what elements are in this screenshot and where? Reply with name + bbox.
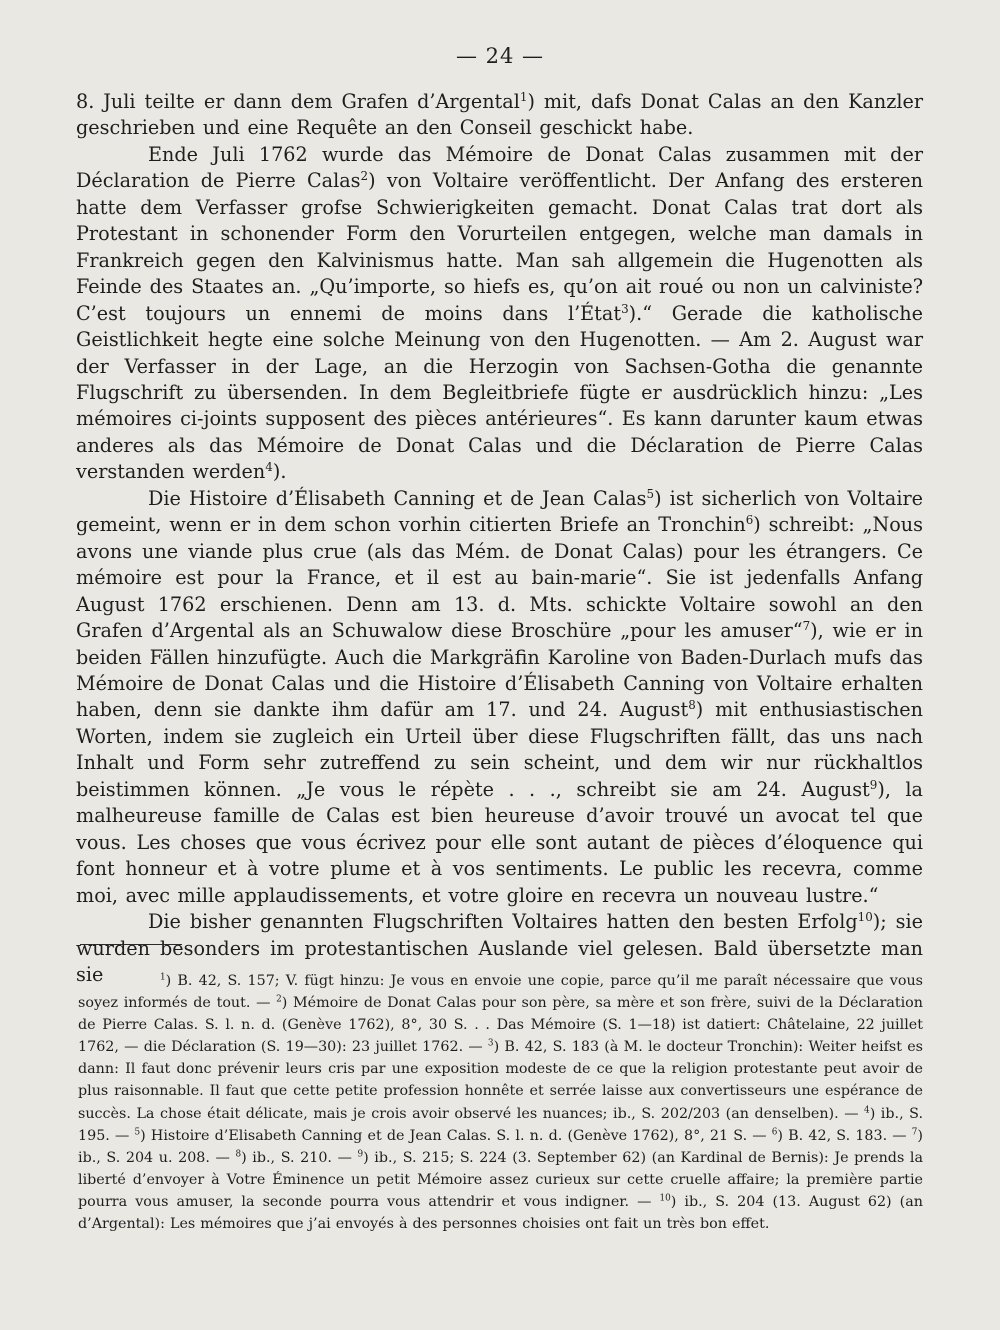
text-run: ) ib., S. 195. — — [78, 1105, 923, 1144]
footnote-marker: 1 — [160, 972, 166, 983]
footnote-marker: 3 — [621, 301, 629, 316]
text-run: ) mit enthusiastischen Worten, indem sie zugleich ein Urteil über diese Flugschriften fällt, das uns nach Inhalt und Form sehr zutreffend zu sein scheint, und dem wir nur rückhaltlos beistimmen können. „Je vous le répète . . ., schreibt sie am 24. August — [76, 698, 923, 801]
text-run: Die bisher genannten Flugschriften Voltaires hatten den besten Erfolg — [148, 910, 858, 934]
text-run: ).“ Gerade die katholische Geistlichkeit hegte eine solche Meinung von den Hugenotten. — Am 2. August war der Verfasser in der Lage, an die Herzogin von Sachsen-Gotha die genannte Flugschrift zu übersenden. In dem Begleitbriefe fügte er ausdrücklich hinzu: „Les mémoires ci-joints supposent des pièces antérieures“. Es kann darunter kaum etwas anderes als das Mémoire de Donat Calas und die Déclaration de Pierre Calas verstanden werden — [76, 301, 923, 484]
text-run: ) ist sicherlich von Voltaire gemeint, wenn er in dem schon vorhin citierten Briefe an Tronchin — [76, 486, 923, 537]
text-run: ) mit, dafs Donat Calas an den Kanzler geschrieben und eine Requête an den Conseil geschickt habe. — [76, 90, 923, 140]
footnote-marker: 1 — [519, 89, 528, 104]
page-number: — 24 — — [455, 44, 545, 68]
footnote-marker: 10 — [659, 1193, 671, 1204]
text-run: Ende Juli 1762 wurde das Mémoire de Donat Calas zusammen mit der Déclaration de Pierre Calas — [76, 142, 923, 193]
text-run: 8. Juli teilte er dann dem Grafen d’Argental — [76, 90, 520, 113]
text-run: ) Mémoire de Donat Calas pour son père, sa mère et son frère, suivi de la Déclaration de Pierre Calas. S. l. n. d. (Genève 1762), 8°, 30 S. . . Das Mémoire (S. 1—18) ist datiert: Châtelaine, 22 juillet 1762, — die Déclaration (S. 19—30): 23 juillet 1762. — — [78, 995, 923, 1056]
footnote-marker: 4 — [265, 460, 273, 475]
footnote-marker: 9 — [357, 1149, 364, 1160]
footnote-marker: 7 — [802, 618, 811, 633]
footnote-marker: 5 — [134, 1127, 141, 1138]
footnote-marker: 9 — [869, 777, 878, 792]
text-run: ) ib., S. 204 (13. August 62) (an d’Argental): Les mémoires que j’ai envoyés à des personnes choisies ont fait un très bon effet. — [78, 1193, 923, 1233]
footnote-marker: 10 — [857, 909, 873, 924]
text-run: ) ib., S. 210. — — [241, 1149, 358, 1166]
text-run: ); sie wurden besonders im protestantischen Auslande viel gelesen. Bald übersetzte man sie — [76, 910, 924, 986]
text-run: ) Histoire d’Elisabeth Canning et de Jean Calas. S. l. n. d. (Genève 1762), 8°, 21 S. — — [140, 1127, 772, 1144]
paragraph — [76, 89, 923, 142]
text-run: ), wie er in beiden Fällen hinzufügte. Auch die Markgräfin Karoline von Baden-Durlach mufs das Mémoire de Donat Calas und die Histoire d’Élisabeth Canning von Voltaire erhalten haben, denn sie dankte ihm dafür am 17. und 24. August — [76, 619, 923, 722]
footnote-marker: 2 — [360, 169, 369, 184]
text-run: ) von Voltaire veröffentlicht. Der Anfang des ersteren hatte dem Verfasser grofse Schwierigkeiten gemacht. Donat Calas trat dort als Protestant in schonender Form den Vorurteilen entgegen, welche man damals in Frankreich gegen den Kalvinismus hatte. Man sah allgemein die Hugenotten als Feinde des Staates an. „Qu’importe, so hiefs es, qu’on ait roué ou non un calviniste? C’est toujours un ennemi de moins dans l’État — [76, 169, 923, 325]
footnote-marker: 2 — [276, 994, 282, 1005]
footnote-marker: 6 — [745, 513, 754, 528]
text-run: ) schreibt: „Nous avons une viande plus crue (als das Mém. de Donat Calas) pour les étrangers. Ce mémoire est pour la France, et il est au bain-marie“. Sie ist jedenfalls Anfang August 1762 erschienen. Denn am 13. d. Mts. schickte Voltaire sowohl an den Grafen d’Argental als an Schuwalow diese Broschüre „pour les amuser“ — [76, 513, 923, 643]
footnote-marker: 4 — [864, 1105, 870, 1116]
footnote-marker: 5 — [646, 486, 655, 501]
text-run: ) ib., S. 215; S. 224 (3. September 62) (an Kardinal de Bernis): Je prends la liberté d’envoyer à Votre Éminence un petit Mémoire assez curieux sur cette cruelle affaire; la première partie pourra vous amuser, la seconde pourra vous attendrir et vous indigner. — — [78, 1149, 923, 1210]
footnotes — [78, 970, 923, 1235]
footnote-separator — [80, 944, 182, 945]
footnote-marker: 7 — [911, 1127, 918, 1138]
paragraph — [76, 142, 923, 486]
paragraph — [76, 486, 923, 909]
text-run: ) B. 42, S. 157; V. fügt hinzu: Je vous en envoie une copie, parce qu’il me paraît nécessaire que vous soyez informés de tout. — — [78, 973, 923, 1012]
main-text — [76, 89, 923, 988]
text-run: ) B. 42, S. 183. — — [777, 1127, 912, 1144]
footnote-marker: 8 — [688, 698, 696, 713]
text-run: Die Histoire d’Élisabeth Canning et de Jean Calas — [148, 486, 647, 510]
text-run: ), la malheureuse famille de Calas est bien heureuse d’avoir trouvé un avocat tel que vous. Les choses que vous écrivez pour elle sont autant de pièces d’éloquence qui font honneur et à votre plume et à vos sentiments. Le public les recevra, comme moi, avec mille applaudissements, et votre gloire en recevra un nouveau lustre.“ — [76, 777, 923, 907]
text-run: ). — [272, 460, 287, 484]
text-run: ) ib., S. 204 u. 208. — — [78, 1127, 923, 1166]
text-run: ) B. 42, S. 183 (à M. le docteur Tronchin): Weiter heifst es dann: Il faut donc prévenir leurs cris par une exposition modeste de ce que la religion protestante peut avoir de plus raisonnable. Il faut que cette petite profession honnête et serrée laisse aux convertisseurs une espérance de succès. La chose était délicate, mais je crois avoir observé les nuances; ib., S. 202/203 (an denselben). — — [78, 1039, 923, 1122]
footnote-marker: 8 — [235, 1149, 242, 1160]
footnote-marker: 3 — [487, 1038, 494, 1049]
footnote-marker: 6 — [771, 1127, 778, 1138]
